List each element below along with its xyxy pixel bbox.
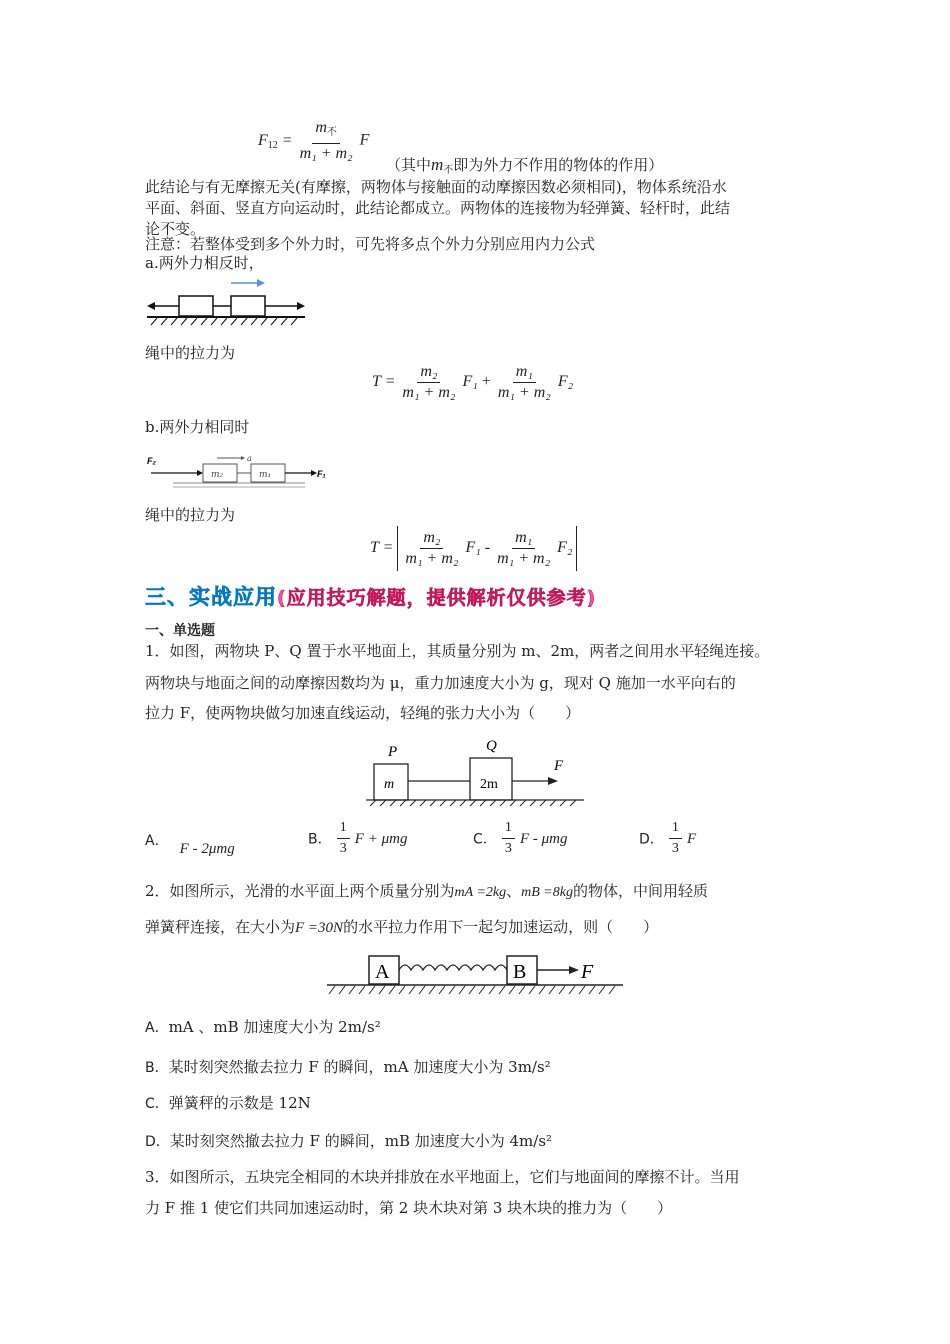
section-banner: 三、实战应用(应用技巧解题，提供解析仅供参考) [145, 585, 597, 609]
q1-fig-p: P [388, 744, 398, 760]
paragraph-line-3: 论不变。 [145, 220, 206, 238]
q1-fig-f: F [554, 758, 564, 774]
q2-fig-b: B [513, 961, 527, 983]
formula-f12 [258, 118, 369, 164]
q2-line-2: 弹簧秤连接，在大小为F =30N的水平拉力作用下一起匀加速运动，则（ ） [145, 918, 659, 936]
fig-b-f2: F₂ [147, 456, 156, 466]
q2-figure [325, 952, 625, 998]
case-b-figure [145, 450, 335, 490]
paragraph-line-1: 此结论与有无摩擦无关(有摩擦，两物体与接触面的动摩擦因数必须相同)，物体系统沿水 [145, 178, 727, 196]
q2-line-1: 2．如图所示，光滑的水平面上两个质量分别为mA =2kg、mB =8kg的物体，中间用轻质 [145, 882, 708, 900]
q1-line-3: 拉力 F，使两物块做匀加速直线运动，轻绳的张力大小为（ ） [145, 704, 581, 722]
formula-fraction: $\frac{m_不}{\text{m₁ + m₂}}$ [299, 119, 353, 162]
fig-b-f1: F₁ [317, 469, 326, 479]
case-b-formula: T = $\frac{\text{m₂}}{\text{m₁ + m₂}}$ F₁ - $\frac{\text{m₁}}{\text{m₁ + m₂}}$ F₂ [370, 526, 577, 571]
case-a-figure [145, 276, 310, 326]
formula-tail: F [359, 131, 370, 149]
q2-fig-f: F [581, 961, 594, 983]
q1-fig-m: m [384, 777, 395, 792]
case-b-tension-label: 绳中的拉力为 [145, 506, 236, 524]
formula-note: （其中$m_不$即为外力不作用的物体的作用） [386, 155, 664, 176]
fig-b-m1: m₁ [259, 470, 272, 480]
q1-fig-q: Q [486, 738, 497, 754]
q1-fig-2m: 2m [480, 777, 498, 792]
q1-line-2: 两物块与地面之间的动摩擦因数均为 μ，重力加速度大小为 g，现对 Q 施加一水平向右的 [145, 674, 736, 692]
case-a-tension-label: 绳中的拉力为 [145, 344, 236, 362]
fig-b-m2: m₂ [211, 470, 224, 480]
q2-option-c[interactable]: C．弹簧秤的示数是 12N [145, 1094, 311, 1112]
q2-option-b[interactable]: B．某时刻突然撤去拉力 F 的瞬间，mA 加速度大小为 3m/s² [145, 1058, 551, 1076]
case-a-formula: T = $\frac{\text{m₂}}{\text{m₁ + m₂}}$ F₁ + $\frac{\text{m₁}}{\text{m₁ + m₂}}$ F₂ [372, 363, 574, 401]
note-line: 注意：若整体受到多个外力时，可先将多点个外力分别应用内力公式 [145, 235, 596, 253]
q1-option-c[interactable]: C． $\frac{1}{3}$ F - μmg [473, 820, 568, 856]
q2-option-a[interactable]: A．mA 、mB 加速度大小为 2m/s² [145, 1018, 381, 1036]
q1-option-b[interactable]: B． $\frac{1}{3}$ F + μmg [308, 820, 408, 856]
q2-option-d[interactable]: D．某时刻突然撤去拉力 F 的瞬间，mB 加速度大小为 4m/s² [145, 1132, 553, 1150]
q1-option-d[interactable]: D． $\frac{1}{3}$ F [639, 820, 697, 856]
q3-line-2: 力 F 推 1 使它们共同加速运动时，第 2 块木块对第 3 块木块的推力为（ ） [145, 1199, 673, 1217]
case-b-heading: b.两外力相同时 [145, 418, 250, 436]
q1-option-a[interactable]: A． F - 2μmg [145, 833, 235, 857]
formula-lhs: $F_{12}$ = [258, 131, 293, 151]
q2-fig-a: A [375, 961, 390, 983]
q1-line-1: 1．如图，两物块 P、Q 置于水平地面上，其质量分别为 m、2m，两者之间用水平轻绳连接。 [145, 642, 770, 660]
case-a-heading: a.两外力相反时， [145, 254, 264, 272]
fig-b-a: a [247, 454, 252, 463]
q3-line-1: 3．如图所示，五块完全相同的木块并排放在水平地面上，它们与地面间的摩擦不计。当用 [145, 1168, 740, 1186]
q1-figure [362, 734, 590, 808]
subsection-title: 一、单选题 [145, 623, 215, 639]
paragraph-line-2: 平面、斜面、竖直方向运动时，此结论都成立。两物体的连接物为轻弹簧、轻杆时，此结 [145, 199, 731, 217]
